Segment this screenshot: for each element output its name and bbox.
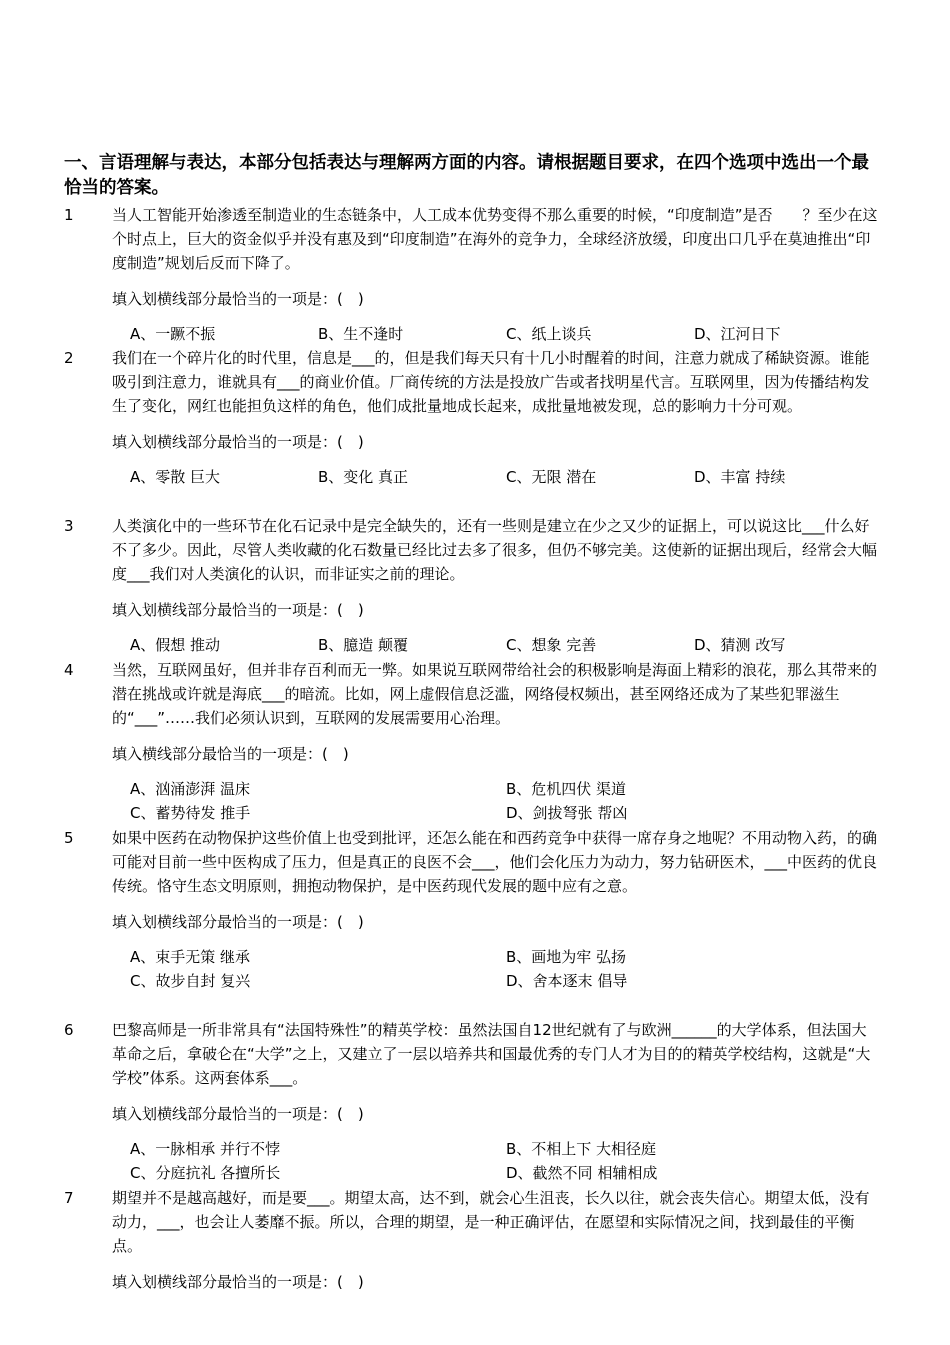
option-a: A、零散 巨大 — [130, 468, 221, 486]
question-number: 2 — [64, 349, 74, 367]
option-list — [130, 465, 880, 489]
question-number: 3 — [64, 517, 74, 535]
option-c: C、蓄势待发 推手 — [130, 804, 251, 822]
option-list — [130, 1137, 880, 1185]
question-text: 期望并不是越高越好，而是要___。期望太高，达不到，就会心生沮丧，长久以往，就会丧失信心。期望太低，没有动力，___，也会让人萎靡不振。所以，合理的期望，是一种正确评估，在愿望和实际情况之间，找到最佳的平衡点。 — [112, 1189, 870, 1255]
question-number: 5 — [64, 829, 74, 847]
question-number: 7 — [64, 1189, 74, 1207]
option-b: B、臆造 颠覆 — [318, 636, 409, 654]
option-a: A、一蹶不振 — [130, 325, 216, 343]
option-c: C、分庭抗礼 各擅所长 — [130, 1164, 281, 1182]
question-text: 当然，互联网虽好，但并非存百利而无一弊。如果说互联网带给社会的积极影响是海面上精彩的浪花，那么其带来的潜在挑战或许就是海底___的暗流。比如，网上虚假信息泛滥，网络侵权频出，甚至网络还成为了某些犯罪滋生的“___”……我们必须认识到，互联网的发展需要用心治理。 — [112, 661, 878, 727]
question-text: 如果中医药在动物保护这些价值上也受到批评，还怎么能在和西药竞争中获得一席存身之地呢？不用动物入药，的确可能对目前一些中医构成了压力，但是真正的良医不会___，他们会化压力为动力，努力钻研医术，___中医药的优良传统。恪守生态文明原则，拥抱动物保护，是中医药现代发展的题中应有之意。 — [112, 829, 878, 895]
question-prompt: 填入划横线部分最恰当的一项是：( ) — [112, 601, 364, 619]
question-4 — [64, 658, 880, 825]
option-d: D、舍本逐末 倡导 — [506, 972, 628, 990]
option-list — [130, 777, 880, 825]
option-c: C、无限 潜在 — [506, 468, 597, 486]
option-d: D、丰富 持续 — [694, 468, 786, 486]
option-d: D、猜测 改写 — [694, 636, 786, 654]
question-7 — [64, 1186, 880, 1294]
option-list — [130, 945, 880, 993]
question-3 — [64, 514, 880, 657]
option-b: B、危机四伏 渠道 — [506, 780, 627, 798]
option-list — [130, 322, 880, 346]
question-number: 1 — [64, 206, 74, 224]
question-prompt: 填入横线部分最恰当的一项是：( ) — [112, 745, 349, 763]
option-list — [130, 633, 880, 657]
option-d: D、剑拔弩张 帮凶 — [506, 804, 628, 822]
question-6 — [64, 1018, 880, 1185]
question-text: 人类演化中的一些环节在化石记录中是完全缺失的，还有一些则是建立在少之又少的证据上，可以说这比___什么好不了多少。因此，尽管人类收藏的化石数量已经比过去多了很多，但仍不够完美。这使新的证据出现后，经常会大幅度___我们对人类演化的认识，而非证实之前的理论。 — [112, 517, 878, 583]
option-a: A、束手无策 继承 — [130, 948, 251, 966]
option-b: B、变化 真正 — [318, 468, 409, 486]
option-a: A、假想 推动 — [130, 636, 221, 654]
question-number: 6 — [64, 1021, 74, 1039]
question-prompt: 填入划横线部分最恰当的一项是：( ) — [112, 433, 364, 451]
question-2 — [64, 346, 880, 489]
question-1 — [64, 203, 880, 346]
option-c: C、纸上谈兵 — [506, 325, 592, 343]
option-b: B、不相上下 大相径庭 — [506, 1140, 657, 1158]
option-c: C、想象 完善 — [506, 636, 597, 654]
question-prompt: 填入划横线部分最恰当的一项是：( ) — [112, 1273, 364, 1291]
question-number: 4 — [64, 661, 74, 679]
option-a: A、一脉相承 并行不悖 — [130, 1140, 281, 1158]
question-prompt: 填入划横线部分最恰当的一项是：( ) — [112, 913, 364, 931]
question-text: 当人工智能开始渗透至制造业的生态链条中，人工成本优势变得不那么重要的时候，“印度制造”是否 ？至少在这个时点上，巨大的资金似乎并没有惠及到“印度制造”在海外的竞争力，全球经济放缓，印度出口几乎在莫迪推出“印度制造”规划后反而下降了。 — [112, 206, 878, 272]
option-b: B、生不逢时 — [318, 325, 404, 343]
question-prompt: 填入划横线部分最恰当的一项是：( ) — [112, 1105, 364, 1123]
section-heading: 一、言语理解与表达，本部分包括表达与理解两方面的内容。请根据题目要求，在四个选项中选出一个最恰当的答案。 — [64, 153, 869, 198]
option-c: C、故步自封 复兴 — [130, 972, 251, 990]
option-a: A、汹涌澎湃 温床 — [130, 780, 251, 798]
question-text: 我们在一个碎片化的时代里，信息是___的，但是我们每天只有十几小时醒着的时间，注意力就成了稀缺资源。谁能吸引到注意力，谁就具有___的商业价值。厂商传统的方法是投放广告或者找明星代言。互联网里，因为传播结构发生了变化，网红也能担负这样的角色，他们成批量地成长起来，成批量地被发现，总的影响力十分可观。 — [112, 349, 870, 415]
option-d: D、江河日下 — [694, 325, 781, 343]
question-prompt: 填入划横线部分最恰当的一项是：( ) — [112, 290, 364, 308]
question-5 — [64, 826, 880, 993]
option-d: D、截然不同 相辅相成 — [506, 1164, 658, 1182]
question-text: 巴黎高师是一所非常具有“法国特殊性”的精英学校：虽然法国自12世纪就有了与欧洲______的大学体系，但法国大革命之后，拿破仑在“大学”之上，又建立了一层以培养共和国最优秀的专门人才为目的的精英学校结构，这就是“大学校”体系。这两套体系___。 — [112, 1021, 871, 1087]
option-b: B、画地为牢 弘扬 — [506, 948, 627, 966]
